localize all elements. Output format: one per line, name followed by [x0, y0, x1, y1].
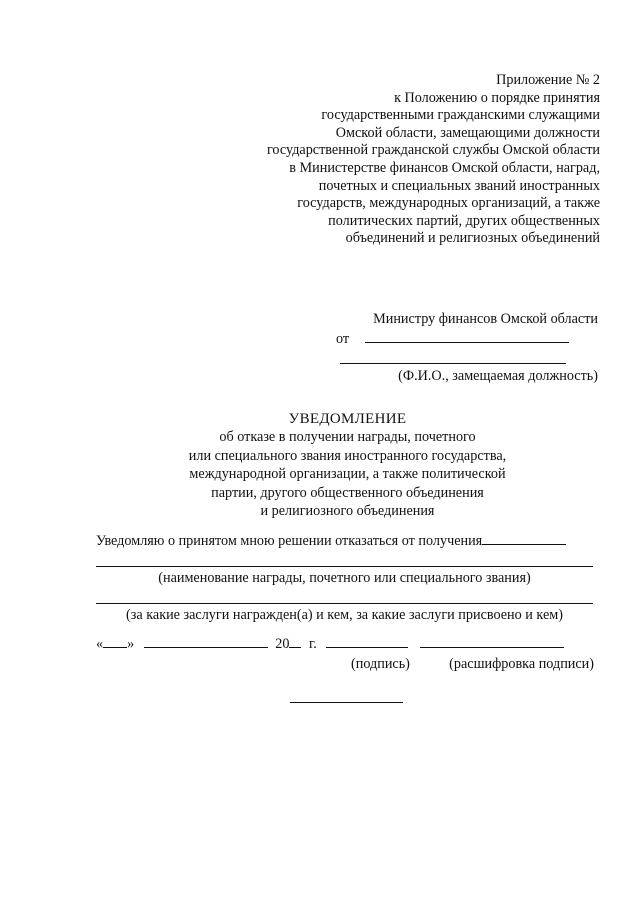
award-caption: (наименование награды, почетного или специального звания) [158, 570, 531, 586]
notice-title [100, 410, 595, 520]
annex-line: почетных и специальных званий иностранных [318, 177, 600, 194]
year-suffix: г. [309, 636, 317, 652]
year-field[interactable] [289, 647, 301, 648]
from-name-field[interactable] [365, 342, 569, 343]
notice-subtitle-line: международной организации, а также политической [189, 466, 506, 483]
annex-line: Приложение № 2 [496, 72, 600, 88]
fio-caption: (Ф.И.О., замещаемая должность) [398, 368, 598, 384]
decoding-field[interactable] [420, 647, 564, 648]
signature-field[interactable] [326, 647, 408, 648]
annex-line: политических партий, других общественных [328, 212, 600, 229]
notice-body [96, 532, 593, 624]
award-field-start[interactable] [482, 544, 566, 545]
annex-line: в Министерстве финансов Омской области, наград, [289, 159, 600, 176]
annex-header [220, 72, 600, 248]
from-position-field[interactable] [340, 363, 566, 364]
merits-caption: (за какие заслуги награжден(а) и кем, за какие заслуги присвоено и кем) [126, 607, 563, 623]
recipient-to: Министру финансов Омской области [373, 311, 598, 327]
statement-text: Уведомляю о принятом мною решении отказаться от получения [96, 533, 483, 549]
notice-subtitle-line: об отказе в получении награды, почетного [219, 429, 476, 446]
statement-row [96, 532, 593, 550]
open-quote: « [96, 636, 104, 652]
notice-heading: УВЕДОМЛЕНИЕ [288, 411, 407, 427]
notice-subtitle-line: партии, другого общественного объединения [211, 484, 484, 501]
merits-field[interactable] [96, 603, 593, 604]
closing-line [290, 702, 403, 703]
annex-line: государственными гражданскими служащими [321, 107, 600, 124]
notice-subtitle-line: и религиозного объединения [260, 503, 435, 520]
month-field[interactable] [144, 647, 268, 648]
decoding-caption: (расшифровка подписи) [449, 656, 594, 672]
year-prefix: 20 [275, 636, 290, 652]
day-field[interactable] [103, 647, 127, 648]
annex-line: к Положению о порядке принятия [394, 89, 600, 106]
annex-line: объединений и религиозных объединений [345, 230, 600, 247]
annex-line: государственной гражданской службы Омской области [266, 142, 600, 159]
signature-caption: (подпись) [351, 656, 410, 672]
from-label: от [336, 331, 350, 347]
annex-line: Омской области, замещающими должности [335, 124, 600, 141]
award-field[interactable] [96, 566, 593, 567]
recipient-from-row [336, 329, 598, 349]
recipient-block [336, 309, 598, 386]
close-quote: » [127, 636, 135, 652]
notice-subtitle-line: или специального звания иностранного государства, [188, 447, 507, 464]
annex-line: государств, международных организаций, а также [297, 195, 600, 212]
date-signature-row [96, 636, 594, 653]
